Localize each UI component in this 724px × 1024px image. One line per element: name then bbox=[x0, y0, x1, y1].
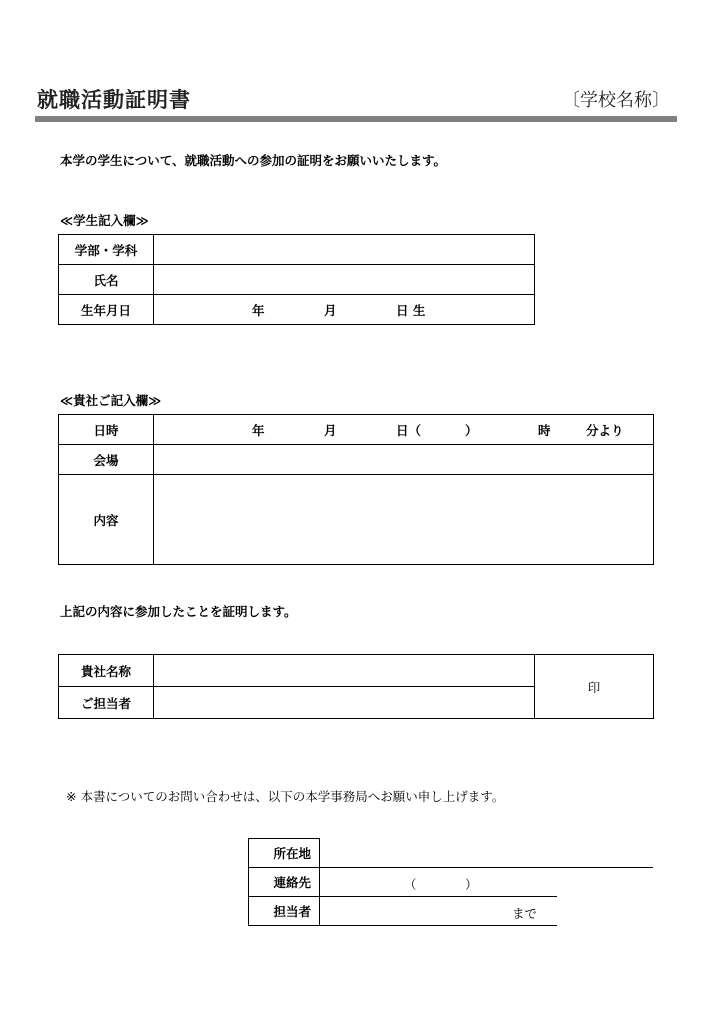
birthdate-field[interactable] bbox=[154, 295, 535, 325]
contact-label-box bbox=[248, 838, 320, 926]
faculty-field[interactable] bbox=[154, 235, 535, 265]
phone-paren-close: ） bbox=[465, 877, 478, 892]
person-in-charge-field[interactable] bbox=[154, 687, 535, 719]
title-underline bbox=[35, 116, 677, 122]
venue-label: 会場 bbox=[59, 445, 154, 475]
until-mark: まで bbox=[512, 906, 538, 921]
birthdate-label: 生年月日 bbox=[59, 295, 154, 325]
day-paren-mark: 日（ bbox=[396, 422, 422, 438]
name-label: 氏名 bbox=[59, 265, 154, 295]
inquiry-note: ※ 本書についてのお問い合わせは、以下の本学事務局へお願い申し上げます。 bbox=[66, 789, 505, 804]
seal-cell[interactable] bbox=[535, 655, 654, 719]
faculty-label: 学部・学科 bbox=[59, 235, 154, 265]
staff-label: 担当者 bbox=[273, 904, 311, 919]
content-label: 内容 bbox=[59, 475, 154, 565]
datetime-field[interactable] bbox=[154, 415, 654, 445]
company-name-field[interactable] bbox=[154, 655, 535, 687]
company-name-label: 貴社名称 bbox=[59, 655, 154, 687]
venue-field[interactable] bbox=[154, 445, 654, 475]
certify-text: 上記の内容に参加したことを証明します。 bbox=[60, 604, 297, 619]
intro-text: 本学の学生について、就職活動への参加の証明をお願いいたします。 bbox=[60, 153, 447, 168]
company-section-heading: ≪貴社ご記入欄≫ bbox=[60, 393, 162, 408]
company-table bbox=[58, 414, 654, 565]
birth-year-mark: 年 bbox=[252, 302, 265, 318]
student-section-heading: ≪学生記入欄≫ bbox=[60, 213, 149, 228]
address-line[interactable] bbox=[320, 867, 653, 868]
staff-line[interactable] bbox=[320, 925, 557, 926]
certify-table bbox=[58, 654, 654, 719]
birth-day-mark: 日 生 bbox=[396, 302, 426, 318]
hour-mark: 時 bbox=[538, 422, 551, 438]
content-field[interactable] bbox=[154, 475, 654, 565]
school-name: 〔学校名称〕 bbox=[562, 90, 670, 111]
seal-mark: 印 bbox=[587, 679, 601, 695]
phone-paren-open: （ bbox=[404, 877, 417, 892]
birth-month-mark: 月 bbox=[324, 302, 337, 318]
student-table bbox=[58, 234, 535, 325]
person-in-charge-label: ご担当者 bbox=[59, 687, 154, 719]
phone-label: 連絡先 bbox=[249, 868, 319, 897]
paren-close-mark: ） bbox=[465, 422, 478, 438]
document-title: 就職活動証明書 bbox=[37, 88, 191, 112]
month-mark: 月 bbox=[324, 422, 337, 438]
datetime-label: 日時 bbox=[59, 415, 154, 445]
phone-line[interactable] bbox=[320, 896, 557, 897]
address-label: 所在地 bbox=[249, 839, 319, 868]
name-field[interactable] bbox=[154, 265, 535, 295]
minute-from-mark: 分より bbox=[586, 422, 624, 438]
year-mark: 年 bbox=[252, 422, 265, 438]
